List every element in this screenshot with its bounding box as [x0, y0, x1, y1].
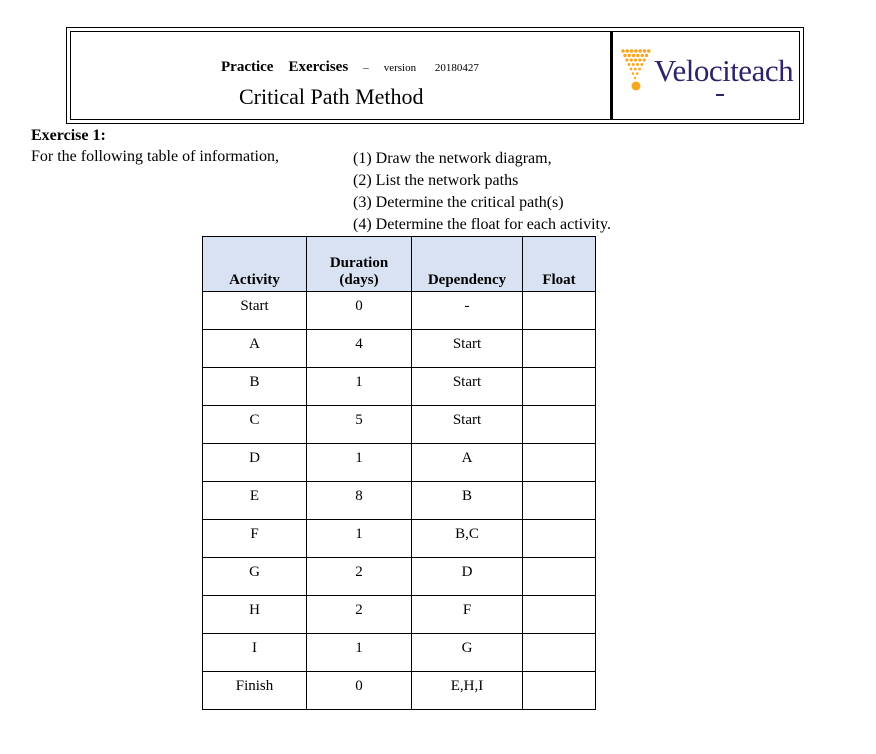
logo-dot [643, 49, 647, 53]
logo-dot [643, 58, 646, 61]
logo-dot [632, 54, 635, 57]
logo-dot [634, 58, 637, 61]
cell-duration: 2 [307, 558, 412, 596]
version-number: 20180427 [434, 62, 479, 74]
cell-activity: B [203, 368, 307, 406]
logo-dot [628, 63, 631, 66]
cell-activity: F [203, 520, 307, 558]
cell-duration: 0 [307, 672, 412, 710]
table-row [203, 520, 596, 558]
task-item: (2) List the network paths [353, 172, 519, 189]
logo-dot [638, 58, 641, 61]
activity-table [202, 236, 596, 710]
cell-activity: I [203, 634, 307, 672]
task-item: (1) Draw the network diagram, [353, 150, 552, 167]
logo-dot [638, 68, 641, 71]
cell-float [523, 406, 596, 444]
cell-dependency: B [412, 482, 523, 520]
cell-dependency: B,C [412, 520, 523, 558]
cell-dependency: Start [412, 406, 523, 444]
cell-float [523, 558, 596, 596]
table-header-row [203, 237, 596, 292]
logo-dot [634, 49, 638, 53]
cell-activity: Start [203, 292, 307, 330]
exercise-heading: Exercise 1: [31, 127, 106, 144]
header-duration-line1: Duration [329, 255, 389, 271]
cell-duration: 8 [307, 482, 412, 520]
cell-float [523, 444, 596, 482]
cell-duration: 0 [307, 292, 412, 330]
exercise-intro: For the following table of information, [31, 148, 279, 165]
title-dash: – [363, 62, 369, 74]
cell-float [523, 482, 596, 520]
header-dependency: Dependency [412, 237, 523, 292]
title-line [221, 59, 479, 76]
cell-dependency: - [412, 292, 523, 330]
logo-dot [625, 58, 628, 61]
header-box [66, 27, 804, 124]
page-title: Critical Path Method [239, 84, 424, 109]
cell-duration: 5 [307, 406, 412, 444]
cell-dependency: A [412, 444, 523, 482]
cell-float [523, 368, 596, 406]
table-body [203, 292, 596, 710]
table-row [203, 330, 596, 368]
table-row [203, 482, 596, 520]
task-list [353, 148, 611, 236]
logo-dot [628, 54, 631, 57]
logo-v-icon [620, 47, 654, 99]
cell-dependency: E,H,I [412, 672, 523, 710]
logo-underline [716, 94, 724, 96]
logo-text: Velociteach [654, 53, 794, 88]
header-duration-line2: (days) [339, 272, 379, 288]
cell-activity: C [203, 406, 307, 444]
cell-float [523, 634, 596, 672]
table-row [203, 596, 596, 634]
table-row [203, 406, 596, 444]
logo-dot [630, 58, 633, 61]
cell-activity: A [203, 330, 307, 368]
logo-dot [647, 49, 651, 53]
cell-duration: 1 [307, 634, 412, 672]
title-exercises: Exercises [288, 59, 349, 75]
cell-activity: E [203, 482, 307, 520]
logo-dot [641, 54, 644, 57]
logo-dot [630, 49, 634, 53]
logo-dot [636, 54, 639, 57]
logo-dot [632, 72, 635, 75]
logo-dot [626, 49, 630, 53]
header-duration [307, 237, 412, 292]
version-label: version [383, 62, 417, 74]
logo-dot [621, 49, 625, 53]
cell-dependency: D [412, 558, 523, 596]
table-row [203, 444, 596, 482]
cell-float [523, 596, 596, 634]
cell-duration: 1 [307, 444, 412, 482]
table-row [203, 634, 596, 672]
header-float: Float [523, 237, 596, 292]
task-item: (4) Determine the float for each activity. [353, 216, 611, 233]
cell-duration: 4 [307, 330, 412, 368]
cell-activity: H [203, 596, 307, 634]
velociteach-logo [620, 45, 805, 105]
cell-dependency: Start [412, 368, 523, 406]
cell-duration: 1 [307, 520, 412, 558]
cell-duration: 2 [307, 596, 412, 634]
logo-dot [636, 72, 639, 75]
logo-dot [645, 54, 648, 57]
cell-activity: G [203, 558, 307, 596]
title-practice: Practice [221, 59, 274, 75]
table-row [203, 672, 596, 710]
table-row [203, 558, 596, 596]
cell-dependency: G [412, 634, 523, 672]
logo-dot [634, 77, 636, 79]
logo-dot [634, 68, 637, 71]
logo-dot [636, 63, 639, 66]
logo-dot [638, 49, 642, 53]
task-item: (3) Determine the critical path(s) [353, 194, 564, 211]
table-row [203, 292, 596, 330]
cell-dependency: Start [412, 330, 523, 368]
cell-activity: D [203, 444, 307, 482]
header-divider [610, 31, 613, 120]
logo-dot [640, 63, 643, 66]
cell-float [523, 292, 596, 330]
cell-float [523, 520, 596, 558]
header-inner-border [70, 31, 800, 120]
cell-duration: 1 [307, 368, 412, 406]
table-row [203, 368, 596, 406]
cell-float [523, 330, 596, 368]
cell-float [523, 672, 596, 710]
logo-dot [632, 63, 635, 66]
cell-activity: Finish [203, 672, 307, 710]
header-activity: Activity [203, 237, 307, 292]
logo-dot [623, 54, 626, 57]
logo-dot [632, 82, 641, 91]
cell-dependency: F [412, 596, 523, 634]
logo-dot [630, 68, 633, 71]
